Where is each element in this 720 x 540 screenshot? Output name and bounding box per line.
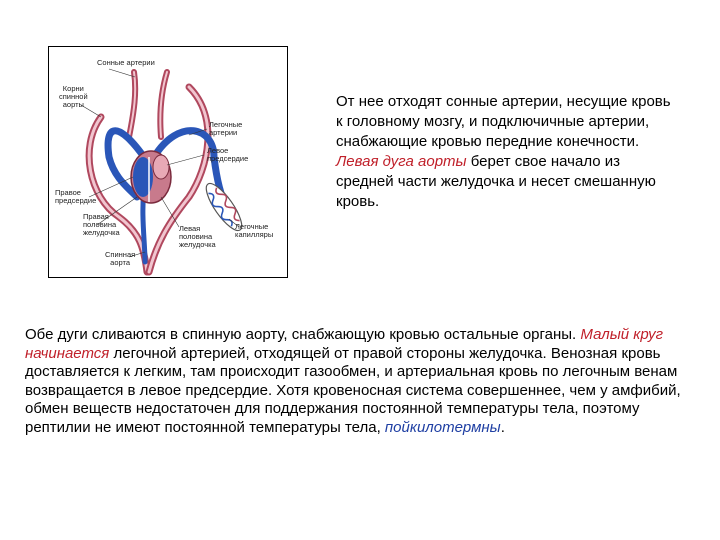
label-right-ventricle-half: Правая половина желудочка [83, 212, 120, 237]
bottom-text-s3: легочной артерией, отходящей от правой стороны желудочка. Венозная кровь доставляется к легким, там происходит газообмен, и артериальная кровь по легочным венам возвращается в левое предсердие. Хотя кровеносная система совершеннее, чем у амфибий, обмен веществ недостаточен для поддержания постоянной температуры тела, поэтому рептилии не имеют постоянной температуры тела, [25, 344, 681, 436]
left-aortic-arch-highlight: Левая дуга аорты [336, 153, 467, 170]
right-text-part2: берет свое начало из средней части желудочка и несет смешанную кровь. [336, 153, 656, 210]
label-pulmonary-arteries: Легочные артерии [209, 120, 243, 137]
bottom-text-s5: . [500, 418, 505, 436]
label-right-atrium: Правое предсердие [55, 188, 97, 205]
heart [131, 151, 171, 203]
poikilothermic-highlight: пойкилотермны [384, 418, 501, 436]
label-left-ventricle-half: Левая половина желудочка [179, 224, 216, 249]
small-circle-highlight: Малый круг начинается [25, 326, 664, 362]
right-paragraph [336, 92, 676, 212]
label-dorsal-aorta: Спинная аорта [105, 250, 136, 267]
label-carotid: Сонные артерии [97, 58, 155, 67]
heart-vessels-illustration [49, 47, 287, 277]
bottom-paragraph [25, 326, 705, 438]
right-text-part1: От нее отходят сонные артерии, несущие кровь к головному мозгу, и подключичные артерии, снабжающие кровью передние конечности. [336, 93, 671, 150]
circulation-diagram [48, 46, 288, 278]
label-lung-capillaries: Легочные капилляры [235, 222, 274, 239]
label-aorta-roots: Корни спинной аорты [59, 84, 88, 109]
bottom-text-s1: Обе дуги сливаются в спинную аорту, снабжающую кровью остальные органы. [25, 326, 581, 343]
label-left-atrium: Левое предсердие [207, 146, 249, 163]
